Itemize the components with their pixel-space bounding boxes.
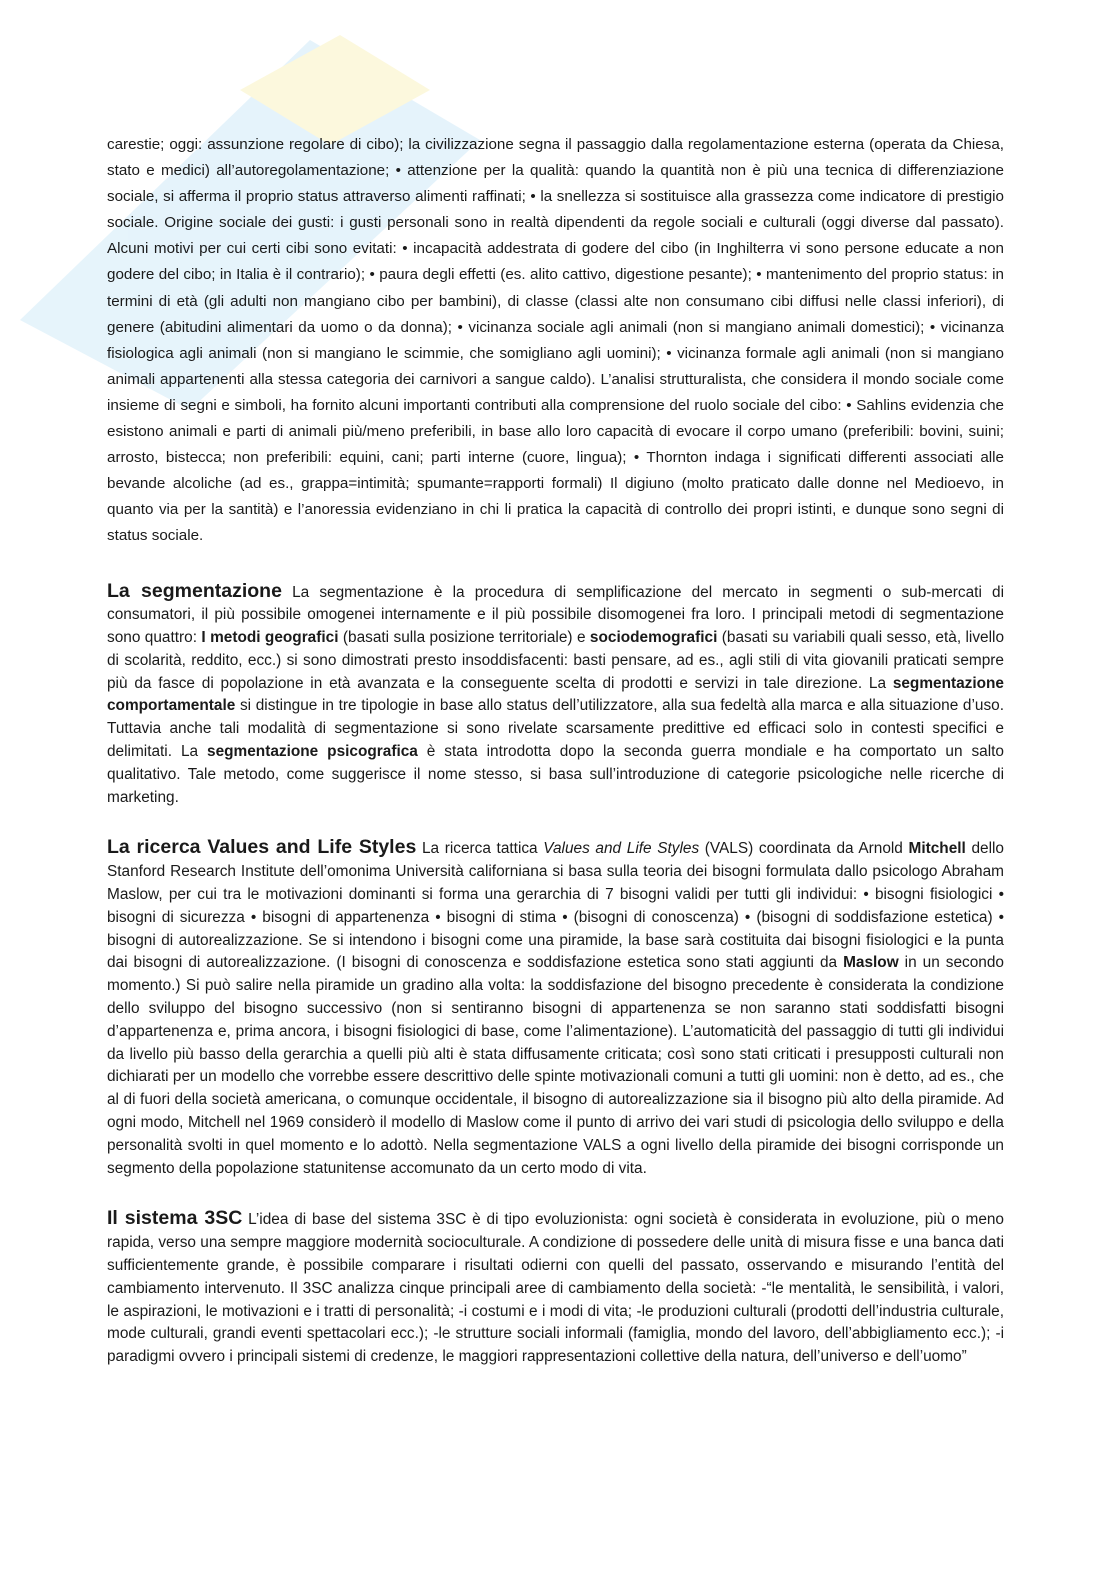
section-heading: La segmentazione [107, 579, 282, 602]
body-text: L’idea di base del sistema 3SC è di tipo evoluzionista: ogni società è considerata in evoluzione, più o meno rapida, verso una sempre maggiore modernità socioculturale. A condizione di possedere delle unità di misura fisse e una banca dati sufficientemente grande, è possibile comparare i risultati odierni con quelli del passato, osservando e misurando l’entità del cambiamento intervenuto. Il 3SC analizza cinque principali aree di cambiamento della società: -“le mentalità, le sensibilità, i valori, le aspirazioni, le motivazioni e i tratti di personalità; -i costumi e i modi di vita; -le produzioni culturali (prodotti dell’industria culturale, mode culturali, grandi eventi spettacolari ecc.); -le strutture sociali informali (famiglia, mondo del lavoro, dell’abbigliamento ecc.); -i paradigmi ovvero i principali sistemi di credenze, le maggiori rappresentazioni collettive della natura, dell’universo e dell’uomo” [107, 1211, 1004, 1366]
section-heading: Il sistema 3SC [107, 1207, 243, 1230]
bold-term: Mitchell [908, 840, 966, 858]
body-text: (basati su variabili quali sesso, età, livello di scolarità, reddito, ecc.) si sono dimostrati presto insoddisfacenti: basti pensare, ad es., agli stili di vita giovanili praticati sempre più da fasce di popolazione in età avanzata e la conseguente scelta di prodotti e servizi in tale direzione. La [107, 629, 1004, 692]
bold-term: segmentazione comportamentale [107, 674, 1004, 715]
bold-term: Maslow [843, 954, 899, 972]
bold-term: sociodemografici [589, 629, 718, 647]
section-vals [107, 836, 1004, 1180]
body-text: La ricerca tattica [416, 840, 544, 858]
body-text: (VALS) coordinata da Arnold [699, 840, 909, 858]
body-text: è stata introdotta dopo la seconda guerra mondiale e ha comportato un salto qualitativo. Tale metodo, come suggerisce il nome stesso, si basa sull’introduzione di categorie psicologiche nelle ricerche di marketing. [107, 743, 1004, 806]
bold-term: I metodi geografici [201, 629, 339, 647]
body-text: si distingue in tre tipologie in base allo status dell’utilizzatore, alla sua fedeltà alla marca e alla situazione d’uso. Tuttavia anche tali modalità di segmentazione si sono rivelate scarsamente predittive ed efficaci solo in contesti specifici e delimitati. La [107, 697, 1004, 761]
section-3sc [107, 1207, 1004, 1369]
watermark-accent [240, 35, 430, 145]
body-text: dello Stanford Research Institute dell’omonima Università californiana si basa sulla teoria dei bisogni formulata dallo psicologo Abraham Maslow, per cui tra le motivazioni dominanti si forma una gerarchia di 7 bisogni validi per tutti gli individui: • bisogni fisiologici • bisogni di sicurezza • bisogni di appartenenza • bisogni di stima • (bisogni di conoscenza) • (bisogni di soddisfazione estetica) • bisogni di autorealizzazione. Se si intendono i bisogni come una piramide, la base sarà costituita dai bisogni fisiologici e la punta dai bisogni di autorealizzazione. (I bisogni di conoscenza e soddisfazione estetica sono stati aggiunti da [107, 840, 1004, 972]
body-text: in un secondo momento.) Si può salire nella piramide un gradino alla volta: la soddisfazione del bisogno precedente è considerata la condizione dello sviluppo del bisogno successivo (non si sentiranno bisogni di appartenenza se non saranno stati soddisfatti bisogni d’appartenenza e, prima ancora, i bisogni fisiologici di base, come l’alimentazione). L’automaticità del passaggio di tutti gli individui da livello più basso della gerarchia a quelli più alti è stata diffusamente criticata; così sono stati criticati i presupposti culturali non dichiarati per un modello che vorrebbe essere descrittivo delle spinte motivazionali comuni a tutti gli uomini: non è detto, ad es., che al di fuori della società americana, o comunque occidentale, il bisogno di autorealizzazione sia il bisogno più alto della piramide. Ad ogni modo, Mitchell nel 1969 considerò il modello di Maslow come il punto di arrivo dei vari studi di psicologia dello sviluppo e della personalità svolti in quel momento e lo adottò. Nella segmentazione VALS a ogni livello della piramide dei bisogni corrisponde un segmento della popolazione statunitense accomunato da un certo modo di vita. [107, 954, 1004, 1177]
italic-term: Values and Life Styles [543, 840, 700, 858]
bold-term: segmentazione psicografica [207, 743, 418, 761]
body-text: La segmentazione è la procedura di semplificazione del mercato in segmenti o sub-mercati di consumatori, il più possibile omogenei internamente e il più possibile disomogenei fra loro. I principali metodi di segmentazione sono quattro: [107, 583, 1004, 647]
section-heading: La ricerca Values and Life Styles [107, 836, 417, 859]
document-page [107, 132, 1004, 1369]
intro-paragraph: carestie; oggi: assunzione regolare di cibo); la civilizzazione segna il passaggio dalla regolamentazione esterna (operata da Chiesa, stato e medici) all’autoregolamentazione; • attenzione per la qualità: quando la quantità non è più una tecnica di differenziazione sociale, si afferma il proprio status attraverso alimenti raffinati; • la snellezza si sostituisce alla grassezza come indicatore di prestigio sociale. Origine sociale dei gusti: i gusti personali sono in realtà dipendenti da regole sociali e culturali (oggi diverse dal passato). Alcuni motivi per cui certi cibi sono evitati: • incapacità addestrata di godere del cibo (in Inghilterra vi sono persone educate a non godere del cibo; in Italia è il contrario); • paura degli effetti (es. alito cattivo, digestione pesante); • mantenimento del proprio status: in termini di età (gli adulti non mangiano cibo per bambini), di classe (classi alte non consumano cibi diffusi nelle classi inferiori), di genere (abitudini alimentari da uomo o da donna); • vicinanza sociale agli animali (non si mangiano animali domestici); • vicinanza fisiologica agli animali (non si mangiano le scimmie, che somigliano agli uomini); • vicinanza formale agli animali (non si mangiano animali appartenenti alla stessa categoria dei carnivori a sangue caldo). L’analisi strutturalista, che considera il mondo sociale come insieme di segni e simboli, ha fornito alcuni importanti contributi alla comprensione del ruolo sociale del cibo: • Sahlins evidenzia che esistono animali e parti di animali più/meno preferibili, in base allo loro capacità di evocare il corpo umano (preferibili: bovini, suini; arrosto, bistecca; non preferibili: equini, cani; parti interne (cuore, lingua); • Thornton indaga i significati differenti associati alle bevande alcoliche (ad es., grappa=intimità; spumante=rapporti formali) Il digiuno (molto praticato dalle donne nel Medioevo, in quanto via per la santità) e l’anoressia evidenziano in chi li pratica la capacità di controllo dei propri istinti, e dunque sono segni di status sociale. [107, 136, 1004, 545]
body-text: (basati sulla posizione territoriale) e [338, 629, 590, 647]
section-segmentazione [107, 580, 1004, 810]
